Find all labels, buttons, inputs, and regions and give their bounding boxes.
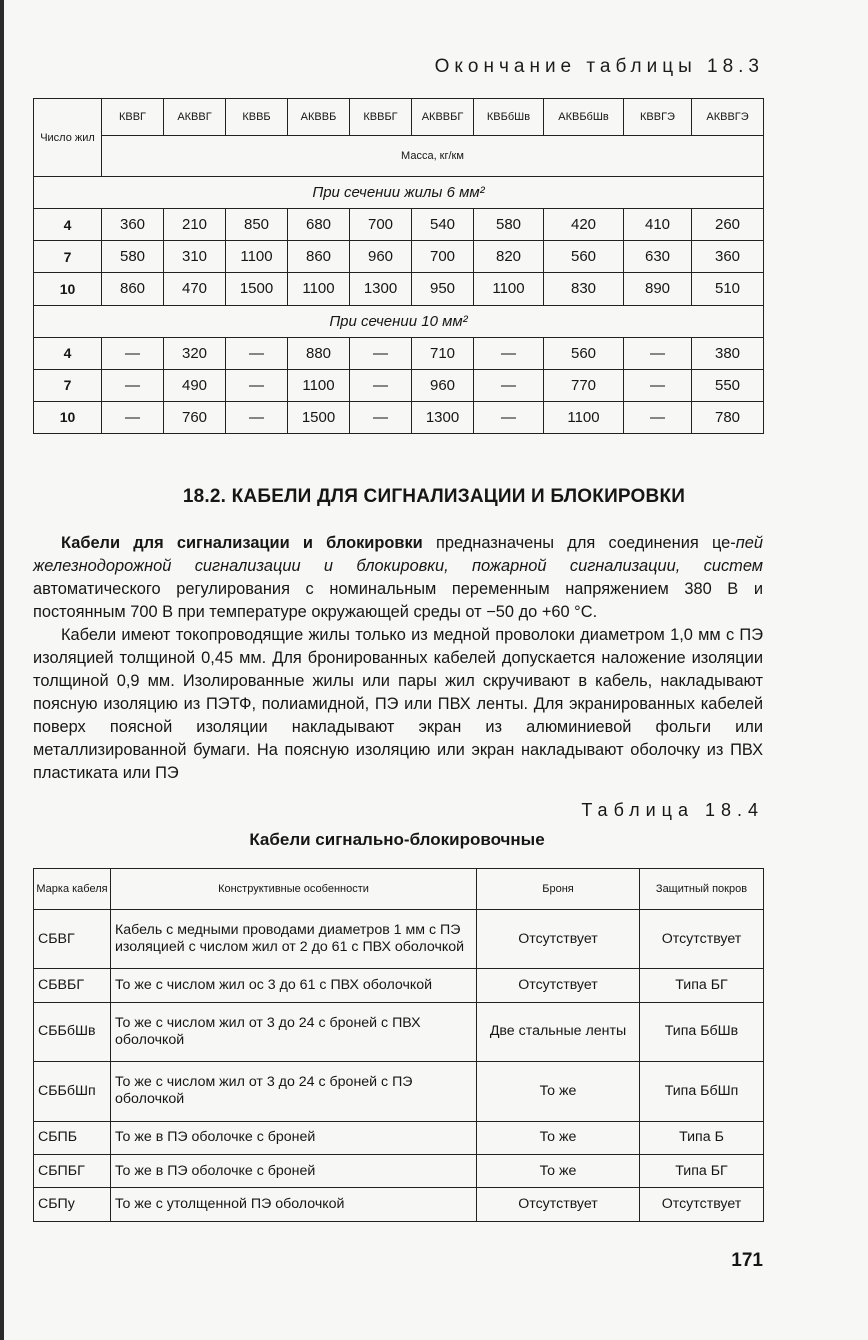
brand-cell: СБПБГ [34,1154,111,1187]
cores-cell: 4 [34,209,102,241]
col-header-features: Конструктивные особенности [111,869,477,910]
table-18-4 [33,868,764,1222]
mass-cell: 630 [624,241,692,273]
mass-cell: 580 [102,241,164,273]
mass-cell: — [474,337,544,369]
mass-cell: 1100 [474,273,544,305]
table-row [34,1121,764,1154]
features-cell: То же в ПЭ оболочке с броней [111,1121,477,1154]
col-header-brand: Марка кабеля [34,869,111,910]
mass-cell: 260 [692,209,764,241]
mass-cell: 700 [350,209,412,241]
armor-cell: Отсутствует [477,1188,640,1222]
mass-cell: — [350,369,412,401]
mass-cell: 710 [412,337,474,369]
mass-cell: 1100 [544,401,624,433]
table-row [34,1154,764,1187]
brand-header: АКВБбШв [544,99,624,136]
table-row [34,910,764,969]
mass-cell: 950 [412,273,474,305]
paragraph-1 [33,532,763,624]
mass-cell: 830 [544,273,624,305]
brand-header: КВБбШв [474,99,544,136]
mass-cell: 320 [164,337,226,369]
armor-cell: То же [477,1121,640,1154]
mass-cell: — [102,337,164,369]
table-row [34,969,764,1002]
mass-cell: 560 [544,337,624,369]
mass-cell: 470 [164,273,226,305]
cover-cell: Типа БГ [640,1154,764,1187]
paragraph-text: автоматического регулирования с номинальным переменным напряжением 380 В и постоянным 700 В при температуре окружающей среды от −50 до +60 °С. [33,580,763,621]
mass-cell: 1300 [412,401,474,433]
mass-cell: 880 [288,337,350,369]
features-cell: То же с числом жил от 3 до 24 с броней с ПВХ оболочкой [111,1002,477,1061]
table-continuation-caption: Окончание таблицы 18.3 [434,56,764,77]
cores-cell: 7 [34,241,102,273]
mass-cell: — [474,401,544,433]
mass-cell: — [624,401,692,433]
mass-cell: 490 [164,369,226,401]
paragraph-italic: пей железнодорожной сигнализации и блокировки, пожарной сигнализации, систем [33,534,763,575]
cover-cell: Отсутствует [640,910,764,969]
table-label: Таблица 18.4 [581,800,764,820]
mass-cell: 860 [102,273,164,305]
cover-cell: Типа Б [640,1121,764,1154]
cover-cell: Типа БбШп [640,1062,764,1121]
cores-header: Число жил [34,99,102,177]
mass-cell: 860 [288,241,350,273]
features-cell: То же в ПЭ оболочке с броней [111,1154,477,1187]
cover-cell: Типа БГ [640,969,764,1002]
cores-cell: 10 [34,273,102,305]
mass-cell: 1100 [226,241,288,273]
section-heading: 18.2. КАБЕЛИ ДЛЯ СИГНАЛИЗАЦИИ И БЛОКИРОВКИ [182,486,686,507]
mass-cell: — [624,337,692,369]
brand-header: АКВВГ [164,99,226,136]
table-row [34,1188,764,1222]
brand-cell: СББбШп [34,1062,111,1121]
mass-cell: 960 [412,369,474,401]
mass-cell: 410 [624,209,692,241]
lead-term: Кабели для сигнализации и блокировки [61,534,423,552]
features-cell: Кабель с медными проводами диаметров 1 мм с ПЭ изоляцией с числом жил от 2 до 61 с ПВХ оболочкой [111,910,477,969]
table-row [34,401,764,433]
table-row [34,241,764,273]
brand-header: КВВБ [226,99,288,136]
mass-cell: 700 [412,241,474,273]
mass-cell: — [226,369,288,401]
mass-cell: — [102,369,164,401]
mass-cell: 380 [692,337,764,369]
mass-cell: 580 [474,209,544,241]
armor-cell: Две стальные ленты [477,1002,640,1061]
cover-cell: Типа БбШв [640,1002,764,1061]
mass-cell: 510 [692,273,764,305]
mass-cell: 420 [544,209,624,241]
table-row [34,209,764,241]
mass-cell: 560 [544,241,624,273]
mass-cell: 210 [164,209,226,241]
mass-cell: 960 [350,241,412,273]
mass-cell: 820 [474,241,544,273]
page-number: 171 [731,1250,763,1271]
armor-cell: Отсутствует [477,910,640,969]
mass-cell: 770 [544,369,624,401]
mass-cell: — [102,401,164,433]
cores-cell: 4 [34,337,102,369]
mass-cell: 850 [226,209,288,241]
paragraph-text: предназначены для соединения це- [422,534,736,552]
mass-cell: — [226,337,288,369]
features-cell: То же с числом жил ос 3 до 61 с ПВХ оболочкой [111,969,477,1002]
cross-section-row: При сечении 10 мм² [34,305,764,337]
mass-cell: 360 [102,209,164,241]
armor-cell: То же [477,1062,640,1121]
mass-cell: 1300 [350,273,412,305]
mass-cell: — [226,401,288,433]
col-header-cover: Защитный покров [640,869,764,910]
brand-header: АКВВБ [288,99,350,136]
mass-cell: 540 [412,209,474,241]
mass-cell: 360 [692,241,764,273]
brand-cell: СБВГ [34,910,111,969]
cores-cell: 10 [34,401,102,433]
table-18-3 [33,98,764,434]
mass-cell: 1500 [288,401,350,433]
col-header-armor: Броня [477,869,640,910]
table-row [34,1002,764,1061]
mass-cell: — [624,369,692,401]
mass-cell: — [350,401,412,433]
brand-header: АКВВБГ [412,99,474,136]
page-binding-edge [0,0,4,1340]
table-row [34,369,764,401]
brand-cell: СББбШв [34,1002,111,1061]
cover-cell: Отсутствует [640,1188,764,1222]
table-title: Кабели сигнально-блокировочные [249,830,545,849]
section-body [33,532,763,785]
features-cell: То же с утолщенной ПЭ оболочкой [111,1188,477,1222]
armor-cell: Отсутствует [477,969,640,1002]
mass-cell: — [474,369,544,401]
mass-cell: — [350,337,412,369]
mass-cell: 1100 [288,369,350,401]
mass-cell: 890 [624,273,692,305]
brand-header: АКВВГЭ [692,99,764,136]
table-row [34,273,764,305]
mass-unit-header: Масса, кг/км [102,136,764,177]
brand-header: КВВБГ [350,99,412,136]
cross-section-row: При сечении жилы 6 мм² [34,177,764,209]
mass-cell: 680 [288,209,350,241]
brand-header: КВВГ [102,99,164,136]
paragraph-2: Кабели имеют токопроводящие жилы только из медной проволоки диаметром 1,0 мм с ПЭ изоляцией толщиной 0,45 мм. Для бронированных кабелей допускается наложение изоляции толщиной 0,9 мм. Изолированные жилы или пары жил скручивают в кабель, накладывают поясную изоляцию из ПЭТФ, полиамидной, ПЭ или ПВХ ленты. Для экранированных кабелей поверх поясной изоляции накладывают экран из алюминиевой фольги или металлизированной бумаги. На поясную изоляцию или экран накладывают оболочку из ПВХ пластиката или ПЭ [33,626,763,782]
table-row [34,1062,764,1121]
mass-cell: 1100 [288,273,350,305]
mass-cell: 310 [164,241,226,273]
armor-cell: То же [477,1154,640,1187]
mass-cell: 760 [164,401,226,433]
mass-cell: 780 [692,401,764,433]
table-row [34,337,764,369]
mass-cell: 1500 [226,273,288,305]
mass-cell: 550 [692,369,764,401]
brand-cell: СБПБ [34,1121,111,1154]
cores-cell: 7 [34,369,102,401]
features-cell: То же с числом жил от 3 до 24 с броней с ПЭ оболочкой [111,1062,477,1121]
brand-cell: СБПу [34,1188,111,1222]
brand-header: КВВГЭ [624,99,692,136]
brand-cell: СБВБГ [34,969,111,1002]
